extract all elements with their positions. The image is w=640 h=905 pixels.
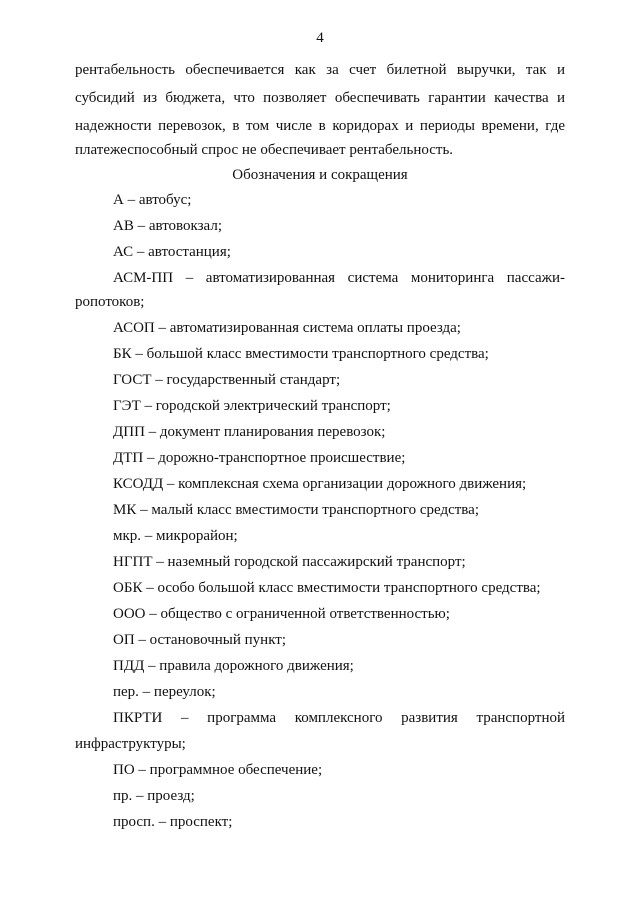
abbreviation-item: НГПТ – наземный городской пассажирский транспорт; xyxy=(113,554,466,570)
abbreviation-item: ГЭТ – городской электрический транспорт; xyxy=(113,398,391,414)
abbreviation-item: МК – малый класс вместимости транспортного средства; xyxy=(113,502,479,518)
abbreviation-item: просп. – проспект; xyxy=(113,814,233,830)
abbreviation-item: ПКРТИ – программа комплексного развития транспортной xyxy=(113,710,565,726)
intro-line: надежности перевозок, в том числе в коридорах и периоды времени, где xyxy=(75,118,565,134)
section-heading: Обозначения и сокращения xyxy=(232,167,408,183)
intro-line: рентабельность обеспечивается как за счет билетной выручки, так и xyxy=(75,62,565,78)
abbreviation-item: ПО – программное обеспечение; xyxy=(113,762,323,778)
abbreviation-item: КСОДД – комплексная схема организации дорожного движения; xyxy=(113,476,527,492)
abbreviation-item-continuation: инфраструктуры; xyxy=(75,736,186,752)
abbreviation-item: ДТП – дорожно-транспортное происшествие; xyxy=(113,450,406,466)
intro-line: платежеспособный спрос не обеспечивает рентабельность. xyxy=(75,142,454,158)
abbreviation-item: ГОСТ – государственный стандарт; xyxy=(113,372,341,388)
abbreviation-item: АСМ-ПП – автоматизированная система мониторинга пассажи- xyxy=(113,270,565,286)
abbreviation-item: АСОП – автоматизированная система оплаты проезда; xyxy=(113,320,461,336)
abbreviation-item: ОП – остановочный пункт; xyxy=(113,632,287,648)
abbreviation-item: мкр. – микрорайон; xyxy=(113,528,238,544)
abbreviation-item: ОБК – особо большой класс вместимости транспортного средства; xyxy=(113,580,541,596)
abbreviation-item: А – автобус; xyxy=(113,192,192,208)
abbreviation-item: пр. – проезд; xyxy=(113,788,195,804)
intro-line: субсидий из бюджета, что позволяет обеспечивать гарантии качества и xyxy=(75,90,565,106)
abbreviation-item-continuation: ропотоков; xyxy=(75,294,145,310)
abbreviation-item: АС – автостанция; xyxy=(113,244,231,260)
abbreviation-item: БК – большой класс вместимости транспортного средства; xyxy=(113,346,489,362)
abbreviation-item: ООО – общество с ограниченной ответственностью; xyxy=(113,606,450,622)
abbreviation-item: пер. – переулок; xyxy=(113,684,216,700)
page-number: 4 xyxy=(316,30,324,46)
abbreviation-item: ПДД – правила дорожного движения; xyxy=(113,658,354,674)
abbreviation-item: АВ – автовокзал; xyxy=(113,218,222,234)
abbreviation-item: ДПП – документ планирования перевозок; xyxy=(113,424,386,440)
